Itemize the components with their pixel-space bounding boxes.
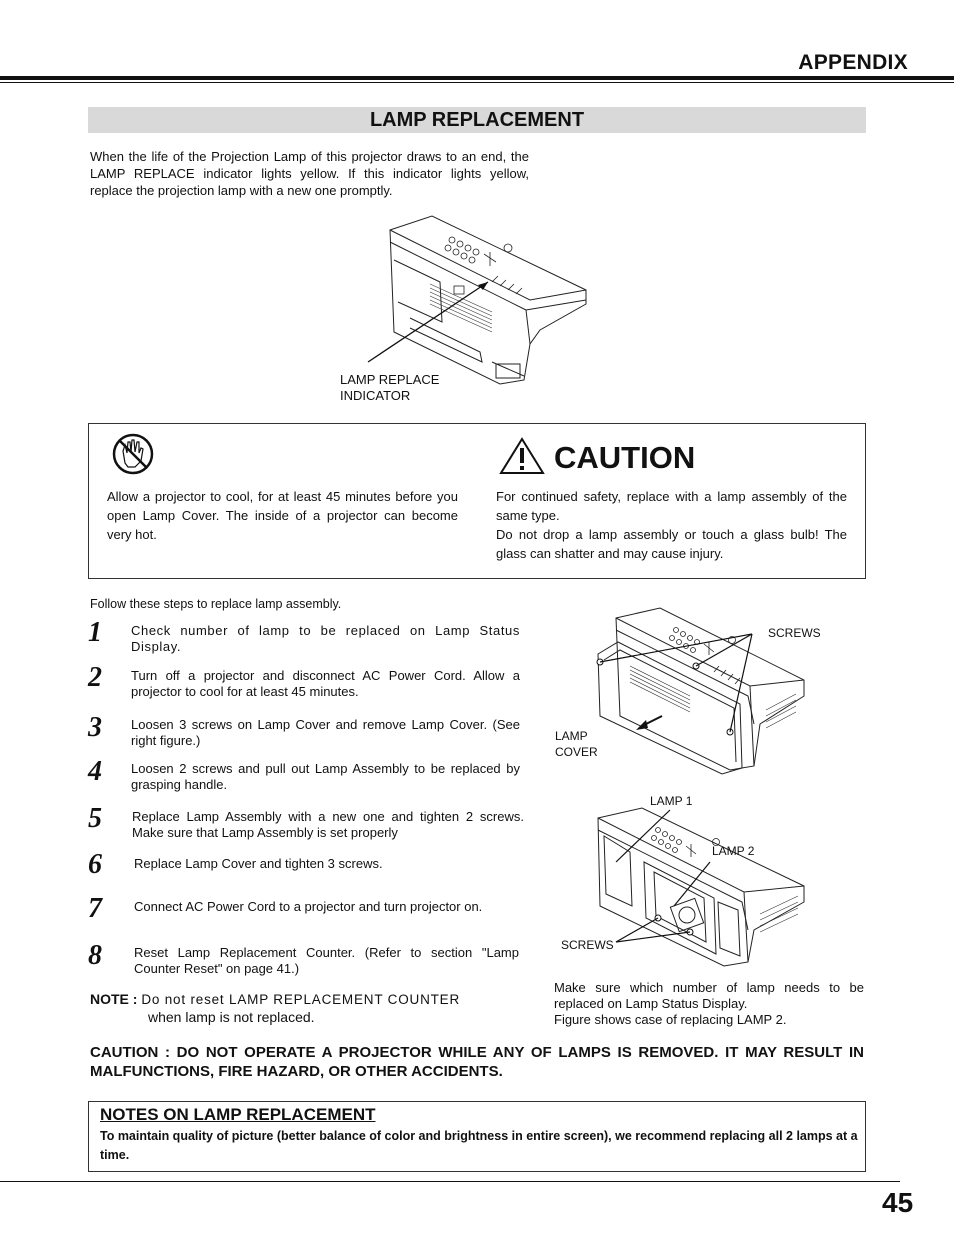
notes-body: To maintain quality of picture (better balance of color and brightness in entire screen), we recommend replacing all 2 lamps at a time. [100, 1129, 858, 1162]
footer-rule [0, 1181, 900, 1182]
note-text-continued: when lamp is not replaced. [148, 1009, 315, 1025]
step-text: Check number of lamp to be replaced on Lamp Status Display. [131, 623, 520, 654]
caption-line2: replaced on Lamp Status Display. [554, 996, 748, 1011]
intro-paragraph: When the life of the Projection Lamp of this projector draws to an end, the LAMP REPLACE indicator lights yellow. If this indicator lights yellow, replace the projection lamp with a new one promptly. [90, 149, 529, 198]
step-number: 6 [88, 849, 102, 880]
step-text: Replace Lamp Cover and tighten 3 screws. [134, 856, 383, 871]
step-number: 5 [88, 803, 102, 834]
lamp1-label: LAMP 1 [650, 794, 693, 808]
lamp-screws-label: SCREWS [561, 938, 614, 952]
caution-safety-p1: For continued safety, replace with a lamp assembly of the same type. [496, 489, 847, 523]
caution-heading: CAUTION [554, 440, 696, 475]
note-line [90, 990, 520, 1009]
caption-line1: Make sure which number of lamp needs to be [554, 980, 864, 995]
step-number: 8 [88, 940, 102, 971]
lamp-cover-label-line2: COVER [555, 745, 598, 759]
step-number: 3 [88, 712, 102, 743]
step-text: Loosen 3 screws on Lamp Cover and remove Lamp Cover. (See right figure.) [131, 717, 520, 748]
indicator-label-line1: LAMP REPLACE [340, 372, 440, 387]
notes-title: NOTES ON LAMP REPLACEMENT [100, 1105, 376, 1124]
page-title-bar [88, 107, 866, 133]
caution-cool-text: Allow a projector to cool, for at least 45 minutes before you open Lamp Cover. The inside of a projector can become very hot. [107, 489, 458, 542]
projector-indicator-figure [380, 212, 590, 388]
step-number: 4 [88, 756, 102, 787]
indicator-label-line2: INDICATOR [340, 388, 411, 403]
lamp-cover-label-line1: LAMP [555, 729, 588, 743]
screws-label: SCREWS [768, 626, 821, 640]
step-text: Connect AC Power Cord to a projector and turn projector on. [134, 899, 483, 914]
caution-safety-p2: Do not drop a lamp assembly or touch a glass bulb! The glass can shatter and may cause injury. [496, 527, 847, 561]
no-touch-hand-icon [110, 433, 156, 475]
step-number: 7 [88, 893, 102, 924]
caution-safety-text [496, 487, 847, 563]
step-number: 2 [88, 662, 102, 693]
page-number: 45 [882, 1187, 914, 1218]
step-text: Replace Lamp Assembly with a new one and tighten 2 screws. Make sure that Lamp Assembly is set properly [132, 809, 524, 840]
step-text: Loosen 2 screws and pull out Lamp Assembly to be replaced by grasping handle. [131, 761, 520, 792]
section-heading: APPENDIX [798, 51, 908, 74]
step-text: Reset Lamp Replacement Counter. (Refer to section "Lamp Counter Reset" on page 41.) [134, 945, 519, 976]
note-prefix: NOTE : [90, 991, 138, 1007]
header-rule-thin [0, 82, 954, 83]
step-text: Turn off a projector and disconnect AC Power Cord. Allow a projector to cool for at least 45 minutes. [131, 668, 520, 699]
lamp2-label: LAMP 2 [712, 844, 755, 858]
step-number: 1 [88, 617, 102, 648]
lamp-assembly-figure [594, 806, 808, 970]
operation-warning: CAUTION : DO NOT OPERATE A PROJECTOR WHILE ANY OF LAMPS IS REMOVED. IT MAY RESULT IN MALFUNCTIONS, FIRE HAZARD, OR OTHER ACCIDENTS. [90, 1044, 864, 1080]
page-title: LAMP REPLACEMENT [369, 109, 585, 131]
header-rule [0, 76, 954, 80]
caption-line3: Figure shows case of replacing LAMP 2. [554, 1012, 787, 1027]
note-text: Do not reset LAMP REPLACEMENT COUNTER [141, 992, 461, 1007]
steps-intro: Follow these steps to replace lamp assembly. [90, 597, 342, 611]
warning-triangle-icon [499, 437, 545, 475]
figure-caption [554, 980, 864, 1028]
